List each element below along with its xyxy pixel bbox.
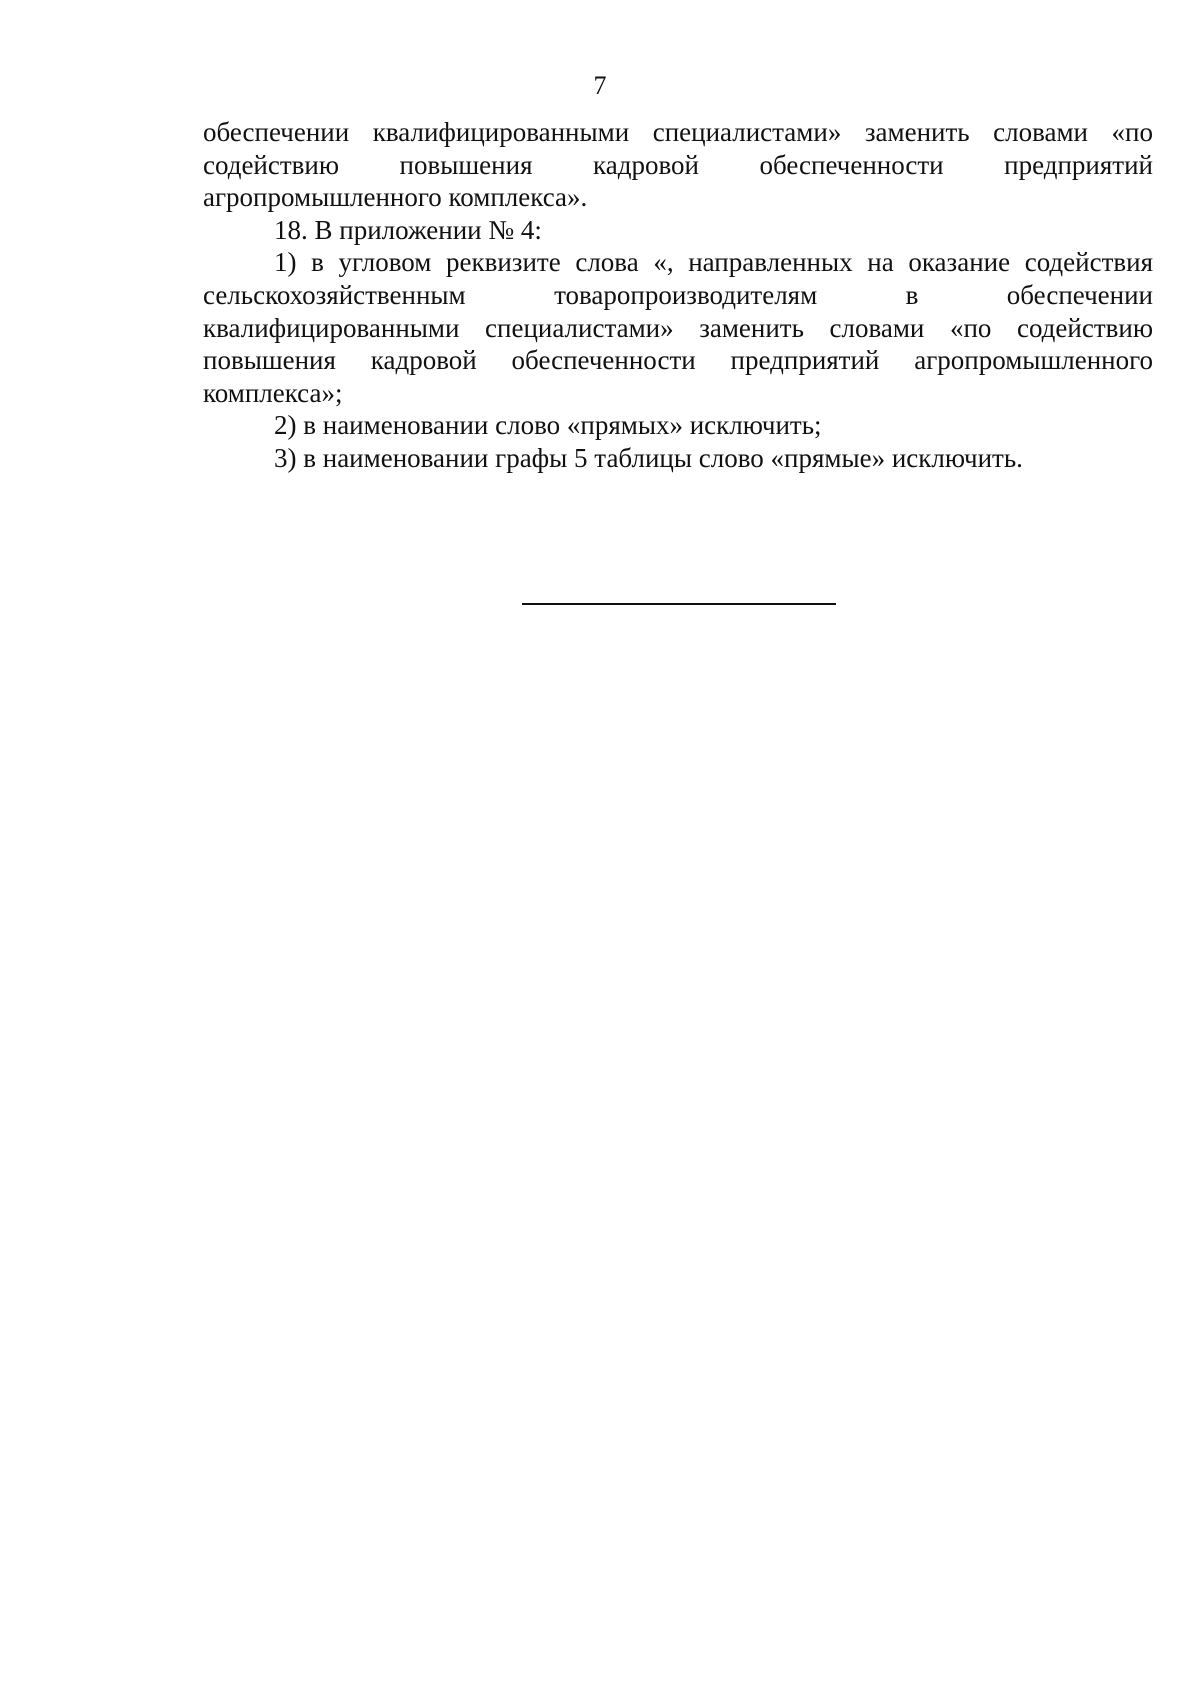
paragraph-item-18: 18. В приложении № 4: bbox=[274, 214, 542, 245]
page-number: 7 bbox=[593, 71, 607, 100]
document-body bbox=[203, 116, 1153, 475]
end-divider-line bbox=[522, 603, 836, 605]
paragraph-continuation: обеспечении квалифицированными специалистами» заменить словами «по содействию повышения кадровой обеспеченности предприятий агропромышленного комплекса». bbox=[203, 117, 1153, 213]
paragraph-subitem-2: 2) в наименовании слово «прямых» исключить; bbox=[274, 410, 822, 441]
paragraph-subitem-3: 3) в наименовании графы 5 таблицы слово «прямые» исключить. bbox=[274, 442, 1023, 473]
paragraph-subitem-1: 1) в угловом реквизите слова «, направленных на оказание содействия сельскохозяйственным товаропроизводителям в обеспечении квалифицированными специалистами» заменить словами «по содействию повышения кадровой обеспеченности предприятий агропромышленного комплекса»; bbox=[203, 247, 1153, 408]
